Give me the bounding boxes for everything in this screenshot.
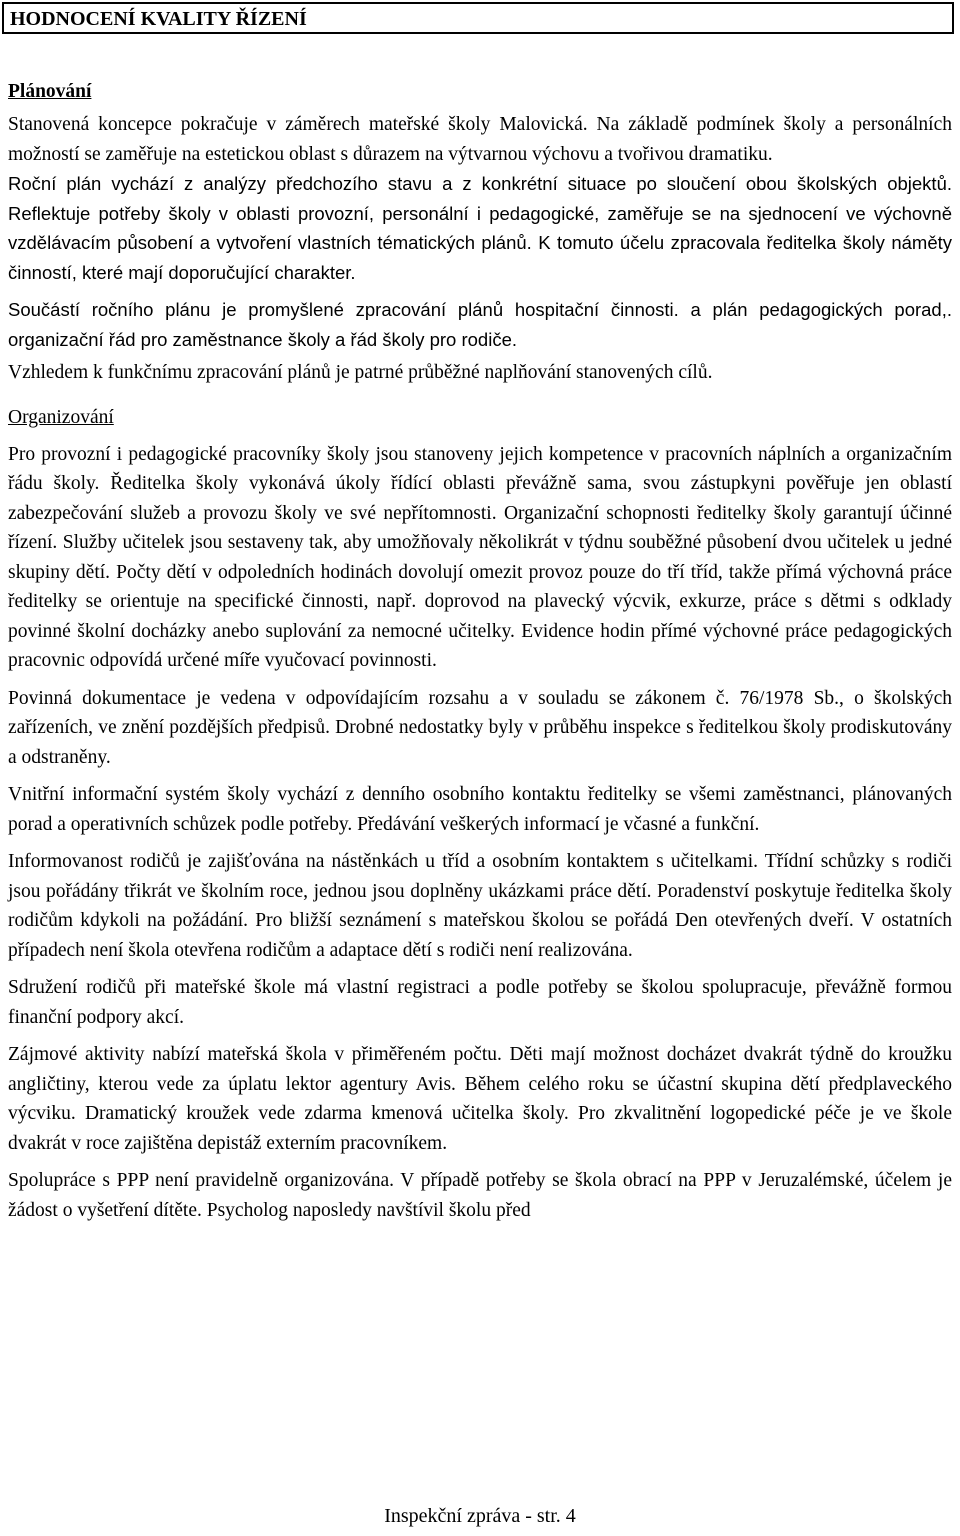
document-body	[8, 78, 952, 1225]
section-heading-planovani: Plánování	[8, 81, 92, 102]
organizovani-paragraph-1: Pro provozní i pedagogické pracovníky školy jsou stanoveny jejich kompetence v pracovních náplních a organizačním řádu školy. Ředitelka školy vykonává úkoly řídící oblasti převážně sama, svou zástupkyni pověřuje jen oblastí zabezpečování služeb a provozu školy ve své nepřítomnosti. Organizační schopnosti ředitelky školy garantují účinné řízení. Služby učitelek jsou sestaveny tak, aby umožňovaly několikrát v týdnu souběžné působení dvou učitelek u jedné skupiny dětí. Počty dětí v odpoledních hodinách dovolují omezit provoz pouze do tří tříd, takže přímá výchovná práce ředitelky se orientuje na specifické činnosti, např. doprovod na plavecký výcvik, exkurze, práce s dětmi s odklady povinné školní docházky anebo suplování za nemocné učitelky. Evidence hodin přímé výchovné práce pedagogických pracovnic odpovídá určené míře vyučovací povinnosti.	[8, 443, 952, 671]
organizovani-paragraph-2: Povinná dokumentace je vedena v odpovídajícím rozsahu a v souladu se zákonem č. 76/1978 Sb., o školských zařízeních, ve znění pozdějších předpisů. Drobné nedostatky byly v průběhu inspekce s ředitelkou školy prodiskutovány a odstraněny.	[8, 687, 952, 768]
planovani-paragraph-3: Součástí ročního plánu je promyšlené zpracování plánů hospitační činnosti. a plán pedagogických porad,. organizační řád pro zaměstnance školy a řád školy pro rodiče.	[8, 299, 952, 350]
section-heading-organizovani: Organizování	[8, 406, 114, 428]
organizovani-paragraph-7: Spolupráce s PPP není pravidelně organizována. V případě potřeby se škola obrací na PPP v Jeruzalémské, účelem je žádost o vyšetření dítěte. Psycholog naposledy navštívil školu před	[8, 1170, 952, 1221]
organizovani-paragraph-3: Vnitřní informační systém školy vychází z denního osobního kontaktu ředitelky se všemi zaměstnanci, plánovaných porad a operativních schůzek podle potřeby. Předávání veškerých informací je včasné a funkční.	[8, 784, 952, 835]
page-title: HODNOCENÍ KVALITY ŘÍZENÍ	[10, 8, 307, 30]
title-box	[2, 2, 954, 34]
planovani-paragraph-2: Roční plán vychází z analýzy předchozího stavu a z konkrétní situace po sloučení obou školských objektů. Reflektuje potřeby školy v oblasti provozní, personální i pedagogické, zaměřuje se na sjednocení ve výchovně vzdělávacím působení a vytvoření vlastních tématických plánů. K tomuto účelu zpracovala ředitelka školy náměty činností, které mají doporučující charakter.	[8, 173, 952, 283]
page-footer	[0, 1504, 960, 1528]
organizovani-paragraph-4: Informovanost rodičů je zajišťována na nástěnkách u tříd a osobním kontaktem s učitelkami. Třídní schůzky s rodiči jsou pořádány třikrát ve školním roce, jednou jsou doplněny ukázkami práce dětí. Poradenství poskytuje ředitelka školy rodičům kdykoli na požádání. Pro bližší seznámení s mateřskou školou se pořádá Den otevřených dveří. V ostatních případech není škola otevřena rodičům a adaptace dětí s rodiči není realizována.	[8, 851, 952, 961]
organizovani-paragraph-5: Sdružení rodičů při mateřské škole má vlastní registraci a podle potřeby se školou spolupracuje, převážně formou finanční podpory akcí.	[8, 977, 952, 1028]
planovani-paragraph-1: Stanovená koncepce pokračuje v záměrech mateřské školy Malovická. Na základě podmínek školy a personálních možností se zaměřuje na estetickou oblast s důrazem na výtvarnou výchovu a tvořivou dramatiku.	[8, 114, 952, 165]
organizovani-paragraph-6: Zájmové aktivity nabízí mateřská škola v přiměřeném počtu. Děti mají možnost docházet dvakrát týdně do kroužku angličtiny, kterou vede za úplatu lektor agentury Avis. Během celého roku se účastní skupina dětí předplaveckého výcviku. Dramatický kroužek vede zdarma kmenová učitelka školy. Pro zkvalitnění logopedické péče je ve škole dvakrát v roce zajištěna depistáž externím pracovníkem.	[8, 1044, 952, 1154]
planovani-paragraph-4: Vzhledem k funkčnímu zpracování plánů je patrné průběžné naplňování stanovených cílů.	[8, 362, 713, 383]
page-number-label: Inspekční zpráva - str. 4	[384, 1505, 576, 1527]
